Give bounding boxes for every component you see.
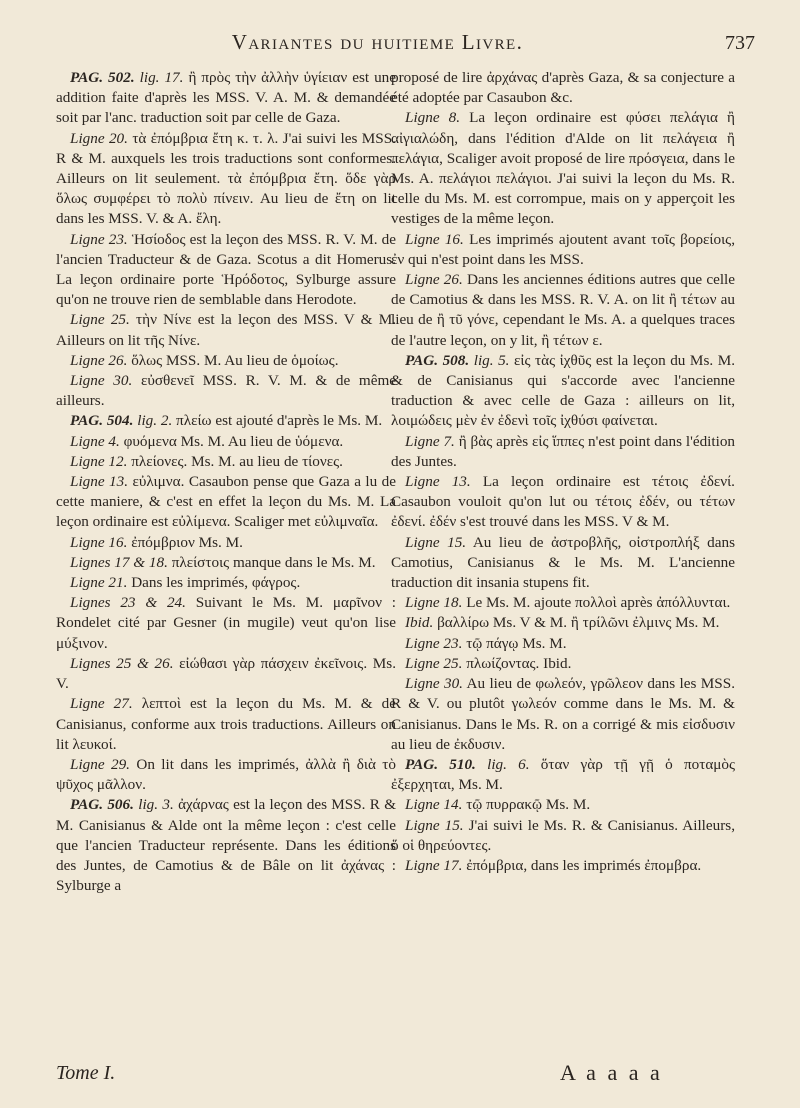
note-entry [56,533,396,553]
note-text: τὰ ἐπόμβρια ἔτη κ. τ. λ. J'ai suivi les MSS. R & M. auxquels les trois traductions sont conformes. Ailleurs on lit seulement. τὰ ἐπόμβρια ἔτη. ὅδε γὰρ ὅλως συμφέρει τὸ πολὺ πίνειν. Au lieu de ἔτη on lit dans les MSS. V. & A. ἔλη. [56,129,396,228]
line-reference: Ligne 25. [405,654,463,672]
note-text: φυόμενα Ms. M. Au lieu de ὑόμενα. [123,432,344,450]
note-entry [56,654,396,694]
line-reference: lig. 6. [487,755,530,773]
note-text: πλείονες. Ms. M. au lieu de τίονες. [131,452,343,470]
line-reference: Ligne 20. [70,129,128,147]
line-reference: Ligne 29. [70,755,130,773]
note-text: Le Ms. M. ajoute πολλοὶ après ἀπόλλυνται. [466,594,731,612]
note-text: Dans les imprimés, φάγρος. [131,574,301,592]
note-entry [391,856,735,876]
note-entry [391,270,735,351]
line-reference: Ligne 26. [70,351,128,369]
page-reference: PAG. 504. [70,412,134,430]
line-reference: Ligne 18. [405,594,463,612]
note-text: J'ai suivi le Ms. R. & Canisianus. Ailleurs, ὅ οἱ θηρεύοντες. [391,816,735,854]
note-text: ὅλως MSS. M. Au lieu de ὁμοίως. [131,351,339,369]
line-reference: lig. 2. [137,412,173,430]
note-entry [56,795,396,896]
note-text: La leçon ordinaire est φύσει πελάγια ἢ αἰγιαλώδη, dans l'édition d'Alde on lit πελάγεια ἢ πελάγια, Scaliger avoit proposé de lire πρόσγεια, dans le Ms. A. πελάγιοι πελάγιοι. J'ai suivi la leçon du Ms. R. celle du Ms. M. est corrompue, mais on y apperçoit les vestiges de la même leçon. [391,109,735,228]
right-column [391,68,735,876]
page-reference: PAG. 502. [70,69,135,86]
note-text: ἀχάρνας est la leçon des MSS. R & M. Canisianus & Alde ont la même leçon : c'est celle que l'ancien Traducteur représente. Dans les éditions des Juntes, de Camotius & de Bâle on lit ἀχάνας : Sylburge a [56,796,397,895]
line-reference: lig. 5. [473,351,510,369]
line-reference: Ligne 12. [70,452,128,470]
running-header [60,14,755,60]
note-entry [56,452,396,472]
note-text: ἢ πρὸς τὴν ἀλλὴν ὑγίειαν est une addition faite d'après les MSS. V. A. M. & demandée soit par l'anc. traduction soit par celle de Gaza. [56,69,397,127]
note-text: Les imprimés ajoutent avant τοῖς βορείοις, ἐν qui n'est point dans les MSS. [391,230,735,268]
note-text: λεπτοὶ est la leçon du Ms. M. & de Canisianus, conforme aux trois traductions. Ailleurs on lit λευκοί. [56,695,397,753]
note-text: On lit dans les imprimés, ἀλλὰ ἢ διὰ τὸ ψῦχος μᾶλλον. [56,755,396,794]
line-reference: Ligne 23. [70,230,128,248]
line-reference: Ligne 15. [405,533,467,551]
note-text: Suivant le Ms. M. μαρῖνον : Rondelet cité par Gesner (in mugile) veut qu'on lise μύξινον. [56,594,396,652]
note-entry [391,755,735,795]
note-entry [56,755,396,795]
left-column [56,68,396,896]
line-reference: Ligne 27. [70,695,133,713]
note-text: βαλλίρω Ms. V & M. ἢ τρίλῶνι ἐλμινς Ms. M. [437,614,720,632]
note-entry [56,411,396,431]
note-text: Au lieu de ἀστροβλῆς, οἰστροπλήξ dans Camotius, Canisianus & le Ms. M. L'ancienne traduction dit insania stupens fit. [391,533,735,592]
line-reference: lig. 17. [139,69,184,86]
note-text: εἰς τὰς ἰχθῦς est la leçon du Ms. M. & de Canisianus qui s'accorde avec l'ancienne traduction & avec celle de Gaza : ailleurs on lit, λοιμώδεις μὲν ἐν ἐδενὶ τοῖς ἰχθύσι φαίνεται. [391,351,735,430]
note-entry [56,432,396,452]
note-entry [56,472,396,533]
line-reference: Ligne 23. [405,634,463,652]
note-entry [56,351,396,371]
line-reference: Ligne 8. [405,109,461,127]
line-reference: Ligne 4. [70,432,120,450]
line-reference: Ligne 15. [405,816,464,834]
note-entry [56,371,396,411]
note-text: ἐπόμβρια, dans les imprimés ἐπομβρα. [466,856,702,874]
note-entry [391,816,735,856]
note-entry [391,654,735,674]
note-text: Au lieu de φωλεόν, γρῶλεον dans les MSS. R & V. ou plutôt γωλεόν comme dans le Ms. M. & Canisianus. Dans le Ms. R. on a corrigé & mis εἰσδυσιν au lieu de ἐκδυσιν. [391,675,735,753]
note-text: Dans les anciennes éditions autres que celle de Camotius & dans les MSS. R. V. A. on lit ἢ τέτων au lieu de ἢ τῦ γόνε, cependant le Ms. A. a quelques traces de l'autre leçon, on y lit, ἢ τέτων ε. [391,271,735,349]
note-text: πλωίζοντας. Ibid. [466,654,572,672]
note-entry [391,230,735,270]
note-entry [56,129,396,230]
line-reference: Ligne 7. [405,432,455,450]
note-text: Ἡσίοδος est la leçon des MSS. R. V. M. de l'ancien Traducteur & de Gaza. Scotus a dit Homerus. La leçon ordinaire porte Ἡρόδοτος, Sylburge assure qu'on ne trouve rien de semblable dans Herodote. [56,230,396,309]
note-entry [56,593,396,654]
note-entry [56,68,396,129]
note-entry [391,472,735,533]
note-entry [391,795,735,815]
note-entry [391,613,735,633]
page-reference: PAG. 508. [405,351,470,369]
note-text: εἰώθασι γὰρ πάσχειν ἐκεῖνοις. Ms. V. [56,654,396,693]
note-text: πλείω est ajouté d'après le Ms. M. [176,412,383,430]
line-reference: Ligne 14. [405,796,463,814]
note-text: εὐσθενεῖ MSS. R. V. M. & de même ailleurs. [56,372,396,410]
line-reference: Ligne 16. [405,230,464,248]
line-reference: Lignes 23 & 24. [70,594,186,612]
line-reference: Ligne 16. [70,533,128,551]
note-entry [391,634,735,654]
note-text: τῷ πάγῳ Ms. M. [466,634,567,652]
line-reference: Ligne 26. [405,271,463,289]
note-text: τὴν Νίνε est la leçon des MSS. V & M. Ailleurs on lit τῆς Νίνε. [56,311,396,349]
line-reference: Ligne 17. [405,856,463,874]
note-entry [56,573,396,593]
line-reference: Lignes 25 & 26. [70,654,174,672]
line-reference: lig. 3. [138,796,174,814]
line-reference: Ligne 30. [405,675,463,693]
line-reference: Ligne 25. [70,311,130,329]
tome-label: Tome I. [56,1062,116,1084]
note-entry [56,553,396,573]
line-reference: Ligne 13. [405,473,471,491]
note-entry [391,351,735,432]
note-entry [56,694,396,755]
note-entry [391,593,735,613]
note-text: εὐλιμνα. Casaubon pense que Gaza a lu de cette maniere, & c'est en effet la leçon du Ms. M. La leçon ordinaire est εὐλίμενα. Scaliger met εὐλιμναῖα. [56,473,396,531]
note-text: τῷ πυρρακῷ Ms. M. [466,796,591,814]
line-reference: Ibid. [405,614,434,632]
note-entry [391,432,735,472]
running-title: Variantes du huitieme Livre. [231,30,524,54]
line-reference: Lignes 17 & 18. [70,553,168,571]
line-reference: Ligne 21. [70,574,128,592]
note-text: proposé de lire ἀρχάνας d'après Gaza, & sa conjecture a été adoptée par Casaubon &c. [391,69,735,107]
note-entry [56,230,396,311]
note-text: La leçon ordinaire est τέτοις ἐδενί. Casaubon vouloit qu'on lut ou τέτοις ἐδέν, ou τέτων ἐδενί. ἐδέν s'est trouvé dans les MSS. V & M. [391,473,735,531]
note-text: ἐπόμβριον Ms. M. [131,533,243,551]
note-entry [391,674,735,755]
line-reference: Ligne 30. [70,372,133,390]
note-text: πλείστοις manque dans le Ms. M. [171,553,376,571]
note-text: ἢ βὰς après εἰς ἵππες n'est point dans l'édition des Juntes. [391,432,736,470]
note-entry [391,108,735,229]
page-reference: PAG. 506. [70,796,134,814]
note-text: ὅταν γὰρ τῇ γῇ ὁ ποταμὸς ἐξερχηται, Ms. M. [391,755,736,794]
note-entry [391,68,735,108]
note-entry [56,310,396,350]
line-reference: Ligne 13. [70,473,129,491]
page-reference: PAG. 510. [405,755,476,773]
signature-mark: A a a a a [560,1060,663,1085]
page-number: 737 [725,32,755,54]
note-entry [391,533,735,594]
